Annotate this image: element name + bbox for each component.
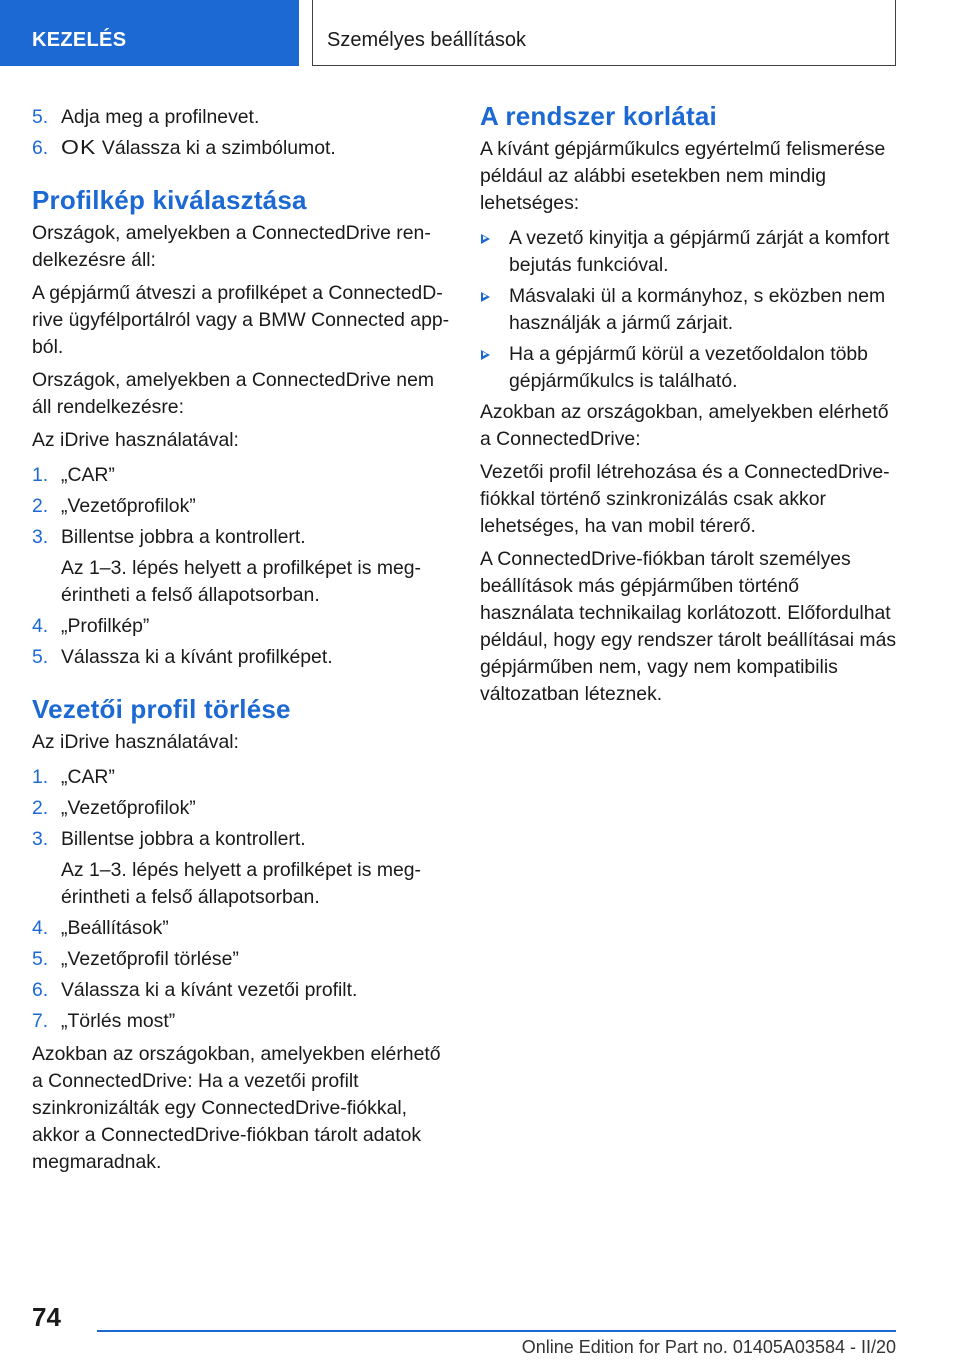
step-text: „Vezetőprofilok”	[61, 495, 196, 517]
step-text: „Vezetőprofilok”	[61, 797, 196, 819]
step-text: „Beállítások”	[61, 917, 169, 939]
step-number: 4.	[32, 615, 49, 637]
list-item	[32, 613, 450, 640]
step-number: 3.	[32, 828, 49, 850]
paragraph: Vezetői profil létrehozása és a ConnectedDrive-fiókkal történő szinkronizálás csak akkor lehetséges, ha van mobil térerő.	[480, 461, 890, 537]
list-item	[32, 915, 450, 942]
list-item	[480, 283, 898, 337]
paragraph: Az iDrive használatával:	[32, 429, 239, 451]
section-title-profile-picture: Profilkép kiválasztása	[32, 185, 307, 215]
topic-tab: Személyes beállítások	[312, 0, 896, 66]
triangle-bullet-icon	[481, 292, 490, 302]
list-item	[32, 644, 450, 671]
paragraph: Azokban az országokban, amelyekben elérhető a ConnectedDrive: Ha a vezetői profilt szinkronizálták egy ConnectedDrive-fiókkal, akkor a ConnectedDrive-fiókban tárolt adatok megmaradnak.	[32, 1043, 441, 1173]
step-text: Válassza ki a kívánt vezetői profilt.	[61, 979, 358, 1001]
paragraph: Országok, amelyekben a ConnectedDrive rendelkezésre áll:	[32, 222, 431, 271]
section-title-system-limits: A rendszer korlátai	[480, 101, 717, 131]
page-number: 74	[32, 1302, 61, 1332]
step-number: 1.	[32, 464, 49, 486]
triangle-bullet-icon	[481, 234, 490, 244]
step-number: 5.	[32, 646, 49, 668]
footer-divider	[97, 1330, 896, 1332]
step-text: „CAR”	[61, 464, 115, 486]
step-number: 3.	[32, 526, 49, 548]
list-item	[480, 225, 898, 279]
step-number: 5.	[32, 948, 49, 970]
list-item	[32, 946, 450, 973]
left-column	[32, 100, 450, 1182]
bullet-text: Ha a gépjármű körül a vezetőoldalon több gépjárműkulcs is található.	[509, 343, 868, 392]
step-text: „Profilkép”	[61, 615, 150, 637]
paragraph: Azokban az országokban, amelyekben elérhető a ConnectedDrive:	[480, 401, 889, 450]
list-item	[32, 1008, 450, 1035]
paragraph: A kívánt gépjárműkulcs egyértelmű felismerése például az alábbi esetekben nem mindig lehetséges:	[480, 138, 886, 214]
step-text: Válassza ki a szimbólumot.	[101, 137, 336, 159]
list-item	[32, 524, 450, 609]
step-text: „Törlés most”	[61, 1010, 176, 1032]
step-number: 7.	[32, 1010, 49, 1032]
list-item	[32, 795, 450, 822]
list-item	[32, 826, 450, 911]
step-number: 6.	[32, 137, 49, 159]
step-text: Billentse jobbra a kontrollert.	[61, 828, 306, 850]
steps-continued	[32, 104, 450, 162]
step-number: 2.	[32, 495, 49, 517]
triangle-bullet-icon	[481, 350, 490, 360]
bullet-text: Másvalaki ül a kormányhoz, s eközben nem használják a jármű zárjait.	[509, 285, 886, 334]
step-number: 5.	[32, 106, 49, 128]
paragraph: A gépjármű átveszi a profilképet a ConnectedDrive ügyfélportálról vagy a BMW Connected appból.	[32, 282, 450, 358]
paragraph: Országok, amelyekben a ConnectedDrive nem áll rendelkezésre:	[32, 369, 435, 418]
step-number: 1.	[32, 766, 49, 788]
list-item	[32, 135, 450, 162]
right-column	[480, 100, 898, 714]
paragraph: A ConnectedDrive-fiókban tárolt személyes beállítások más gépjárműben történő használata technikailag korlátozott. Előfordulhat például, hogy egy rendszer tárolt beállításai más gépjárműben nem, vagy nem kompatibilis változatban léteznek.	[480, 548, 897, 705]
step-text: „CAR”	[61, 766, 115, 788]
list-item	[32, 764, 450, 791]
step-text: Billentse jobbra a kontrollert.	[61, 526, 306, 548]
step-number: 4.	[32, 917, 49, 939]
steps-delete-profile	[32, 764, 450, 1035]
list-item	[32, 977, 450, 1004]
list-item	[480, 341, 898, 395]
step-number: 6.	[32, 979, 49, 1001]
list-item	[32, 104, 450, 131]
step-number: 2.	[32, 797, 49, 819]
section-tab: KEZELÉS	[0, 0, 299, 66]
step-text: „Vezetőprofil törlése”	[61, 948, 239, 970]
step-note: Az 1–3. lépés helyett a profilképet is megérintheti a felső állapotsorban.	[61, 557, 422, 606]
page-header	[0, 0, 960, 66]
list-item	[32, 493, 450, 520]
step-text: Válassza ki a kívánt profilképet.	[61, 646, 333, 668]
section-title-delete-profile: Vezetői profil törlése	[32, 694, 291, 724]
steps-profile-picture	[32, 462, 450, 671]
bullet-text: A vezető kinyitja a gépjármű zárját a komfort bejutás funkcióval.	[509, 227, 890, 276]
ok-icon: OK	[61, 137, 97, 159]
list-item	[32, 462, 450, 489]
paragraph: Az iDrive használatával:	[32, 731, 239, 753]
edition-note: Online Edition for Part no. 01405A03584 - II/20	[521, 1337, 896, 1357]
step-note: Az 1–3. lépés helyett a profilképet is megérintheti a felső állapotsorban.	[61, 859, 422, 908]
step-text: Adja meg a profilnevet.	[61, 106, 260, 128]
bullet-list	[480, 225, 898, 395]
